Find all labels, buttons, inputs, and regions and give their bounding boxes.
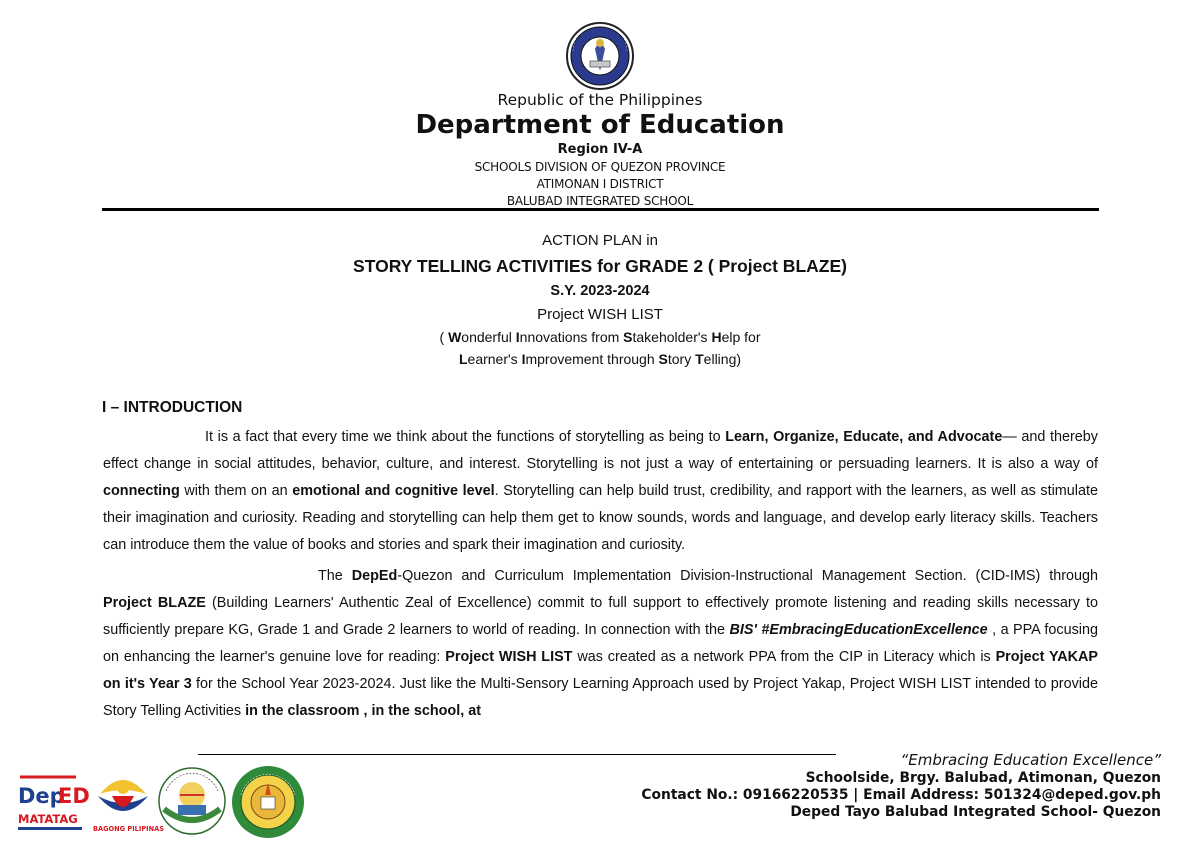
introduction-body [103, 424, 1098, 729]
project-name: Project WISH LIST [537, 306, 663, 323]
deped-matatag-logo [16, 771, 90, 833]
acronym-line-2: Learner's Improvement through Story Telling) [458, 351, 742, 367]
facebook-page: Deped Tayo Balubad Integrated School- Quezon [790, 804, 1161, 820]
svg-text:ED: ED [58, 784, 90, 808]
letterhead [0, 90, 1200, 210]
svg-text:Dep: Dep [18, 784, 65, 808]
deped-seal-logo [561, 21, 639, 91]
division-line: SCHOOLS DIVISION OF QUEZON PROVINCE [474, 160, 726, 174]
acronym-line-1: ( Wonderful Innovations from Stakeholder's Help for [439, 329, 761, 345]
school-motto: “Embracing Education Excellence” [900, 751, 1161, 769]
school-line: BALUBAD INTEGRATED SCHOOL [506, 194, 694, 208]
section-heading: I – INTRODUCTION [102, 399, 243, 416]
region-line: Region IV-A [557, 142, 643, 157]
paragraph-2: The DepEd-Quezon and Curriculum Implementation Division-Instructional Management Section. (CID-IMS) through Project BLAZE (Building Learners' Authentic Zeal of Excellence) commit to full support to effectively promote listening and reading skills necessary to sufficiently prepare KG, Grade 1 and Grade 2 learners to world of reading. In connection with the BIS' #EmbracingEducationExcellence , a PPA focusing on enhancing the learner's genuine love for reading: Project WISH LIST was created as a network PPA from the CIP in Literacy which is Project YAKAP on it's Year 3 for the School Year 2023-2024. Just like the Multi-Sensory Learning Approach used by Project Yakap, Project WISH LIST intended to provide Story Telling Activities in the classroom , in the school, at [103, 568, 1099, 719]
school-address: Schoolside, Brgy. Balubad, Atimonan, Quezon [805, 770, 1161, 786]
story-title: STORY TELLING ACTIVITIES for GRADE 2 ( Project BLAZE) [353, 256, 847, 276]
atimonan-district-logo [158, 765, 226, 837]
bagong-pilipinas-logo [90, 766, 164, 834]
contact-info: Contact No.: 09166220535 | Email Address: 501324@deped.gov.ph [641, 787, 1161, 803]
department-title: Department of Education [415, 110, 785, 140]
action-plan-line: ACTION PLAN in [542, 232, 658, 249]
svg-text:BAGONG PILIPINAS: BAGONG PILIPINAS [93, 825, 164, 833]
republic-line: Republic of the Philippines [497, 91, 703, 109]
footer-contact [641, 751, 1161, 821]
district-line: ATIMONAN I DISTRICT [536, 177, 664, 191]
school-year: S.Y. 2023-2024 [550, 283, 650, 299]
balubad-school-logo [231, 765, 305, 839]
document-title [0, 231, 1200, 370]
header-divider [102, 208, 1099, 211]
svg-text:MATATAG: MATATAG [18, 812, 78, 826]
paragraph-1: It is a fact that every time we think about the functions of storytelling as being to Learn, Organize, Educate, and Advocate— and thereby effect change in social attitudes, behavior, culture, and interest. Storytelling is not just a way of entertaining or persuading learners. It is also a way of connecting with them on an emotional and cognitive level. Storytelling can help build trust, credibility, and rapport with the learners, as well as stimulate their imagination and curiosity. Reading and storytelling can help them get to know sounds, words and language, and develop early literacy skills. Teachers can introduce them the value of books and stories and spark their imagination and curiosity. [103, 429, 1098, 553]
